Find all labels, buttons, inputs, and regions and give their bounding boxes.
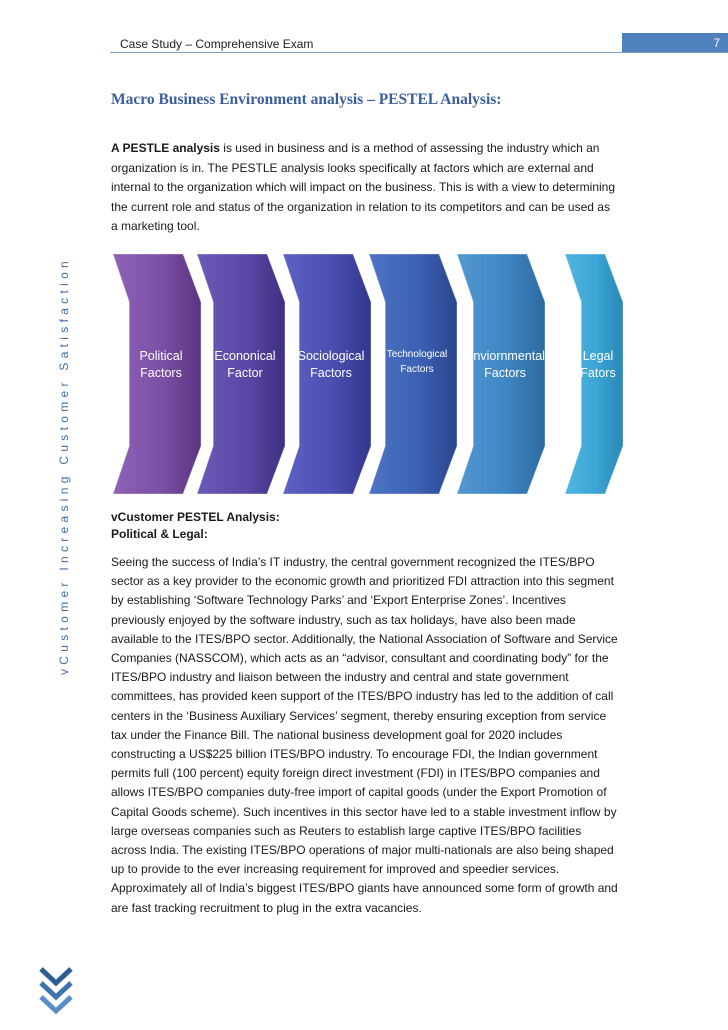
pestel-label-legal: Legal <box>582 349 614 363</box>
double-chevron-down-icon <box>38 965 74 1017</box>
pestel-diagram <box>105 246 625 502</box>
pestel-label-environmental: Enviornmental <box>465 349 545 363</box>
intro-paragraph <box>111 139 619 237</box>
intro-text: is used in business and is a method of assessing the industry which an organization is in. The PESTLE analysis looks specifically at factors which are external and internal to the organization which will impact on the business. This is with a view to determining the current role and status of the organization in relation to its competitors and can be used as a marketing tool. <box>111 141 616 234</box>
pestel-sublabel-environmental: Factors <box>484 366 526 380</box>
section-title: Macro Business Environment analysis – PESTEL Analysis: <box>111 91 502 108</box>
pestel-label-sociological: Sociological <box>297 349 365 363</box>
pestel-label-political: Political <box>139 349 183 363</box>
pestel-heading-subtitle: Political & Legal: <box>111 527 208 541</box>
pestel-label-economic: Econonical <box>214 349 276 363</box>
intro-lead: A PESTLE analysis <box>111 141 220 155</box>
pestel-sublabel-economic: Factor <box>227 366 263 380</box>
pestel-sublabel-political: Factors <box>140 366 182 380</box>
running-title: Case Study – Comprehensive Exam <box>120 37 314 51</box>
pestel-label-technological: Technological <box>386 349 448 360</box>
pestel-sublabel-technological: Factors <box>400 364 434 375</box>
pestel-sublabel-sociological: Factors <box>310 366 352 380</box>
header-rule <box>110 52 728 53</box>
page-number: 7 <box>622 33 728 52</box>
sidebar-vertical-text: vCustomer Increasing Customer Satisfaction <box>57 256 71 675</box>
pestel-heading-title: vCustomer PESTEL Analysis: <box>111 510 280 524</box>
pestel-heading <box>111 509 280 543</box>
body-paragraph: Seeing the success of India’s IT industry, the central government recognized the ITES/BPO sector as a key provider to the economic growth and prioritized FDI attraction into this segment by establishing ‘Software Technology Parks’ and ‘Export Enterprise Zones’. Incentives previously enjoyed by the software industry, such as tax holidays, have also been made available to the ITES/BPO sector. Additionally, the National Association of Software and Service Companies (NASSCOM), which acts as an “advisor, consultant and coordinating body” for the ITES/BPO industry and liaison between the industry and central and state government committees, has provided keen support of the ITES/BPO industry has led to the addition of call centers in the ‘Business Auxiliary Services’ segment, thereby ensuring exception from service tax under the Finance Bill. The national business development goal for 2020 includes constructing a US$225 billion ITES/BPO industry. To encourage FDI, the Indian government permits full (100 percent) equity foreign direct investment (FDI) in ITES/BPO companies and allows ITES/BPO companies duty-free import of capital goods (under the Export Promotion of Capital Goods scheme). Such incentives in this sector have led to a stable investment inflow by large overseas companies such as Reuters to establish large captive ITES/BPO facilities across India. The existing ITES/BPO operations of major multi-nationals are also being shaped up to provide to the ever increasing requirement for improved and speedier services. Approximately all of India’s biggest ITES/BPO giants have announced some form of growth and are fast tracking recruitment to plug in the extra vacancies. <box>111 555 618 915</box>
pestel-sublabel-legal: Fators <box>580 366 616 380</box>
